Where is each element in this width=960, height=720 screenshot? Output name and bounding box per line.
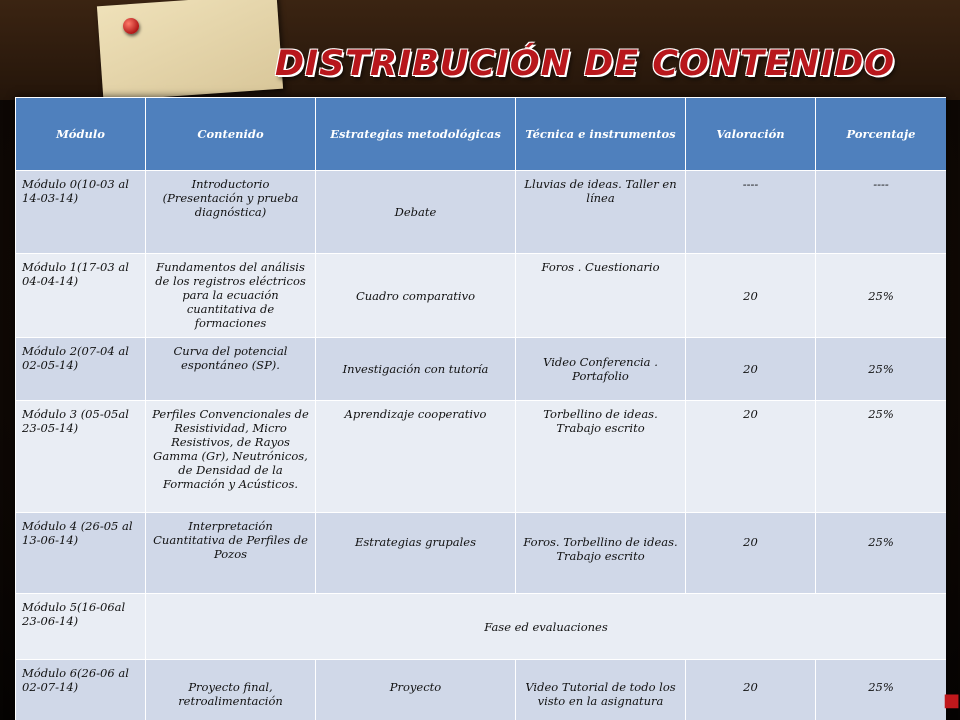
table-row bbox=[16, 338, 947, 401]
header-contenido: Contenido bbox=[146, 98, 316, 171]
cell-porcentaje: 25% bbox=[816, 660, 947, 720]
cell-contenido: Curva del potencial espontáneo (SP). bbox=[146, 338, 316, 401]
header-estrategias: Estrategias metodológicas bbox=[316, 98, 516, 171]
pushpin-icon bbox=[123, 18, 139, 34]
table-row bbox=[16, 171, 947, 254]
slide-corner-mark: ■ bbox=[943, 690, 960, 711]
cell-valoracion: 20 bbox=[686, 254, 816, 338]
cell-contenido: Interpretación Cuantitativa de Perfiles de Pozos bbox=[146, 513, 316, 594]
cell-porcentaje: 25% bbox=[816, 254, 947, 338]
table-row bbox=[16, 401, 947, 513]
cell-valoracion: ---- bbox=[686, 171, 816, 254]
pinned-note-decoration bbox=[97, 0, 283, 101]
cell-estrategia: Aprendizaje cooperativo bbox=[316, 401, 516, 513]
cell-porcentaje: ---- bbox=[816, 171, 947, 254]
cell-tecnica: Foros. Torbellino de ideas. Trabajo escrito bbox=[516, 513, 686, 594]
cell-tecnica: Torbellino de ideas. Trabajo escrito bbox=[516, 401, 686, 513]
cell-modulo: Módulo 3 (05-05al 23-05-14) bbox=[16, 401, 146, 513]
cell-modulo: Módulo 5(16-06al 23-06-14) bbox=[16, 594, 146, 660]
content-table-container bbox=[15, 97, 946, 720]
header-porcentaje: Porcentaje bbox=[816, 98, 947, 171]
header-valoracion: Valoración bbox=[686, 98, 816, 171]
cell-valoracion: 20 bbox=[686, 338, 816, 401]
cell-contenido: Proyecto final, retroalimentación bbox=[146, 660, 316, 720]
cell-modulo: Módulo 4 (26-05 al 13-06-14) bbox=[16, 513, 146, 594]
table-row bbox=[16, 594, 947, 660]
cell-contenido: Perfiles Convencionales de Resistividad, Micro Resistivos, de Rayos Gamma (Gr), Neutrónicos, de Densidad de la Formación y Acústicos. bbox=[146, 401, 316, 513]
cell-tecnica: Lluvias de ideas. Taller en línea bbox=[516, 171, 686, 254]
cell-modulo: Módulo 1(17-03 al 04-04-14) bbox=[16, 254, 146, 338]
cell-porcentaje: 25% bbox=[816, 338, 947, 401]
cell-estrategia: Estrategias grupales bbox=[316, 513, 516, 594]
cell-tecnica: Foros . Cuestionario bbox=[516, 254, 686, 338]
cell-valoracion: 20 bbox=[686, 660, 816, 720]
page-title: DISTRIBUCIÓN DE CONTENIDO bbox=[275, 44, 895, 84]
table-row bbox=[16, 660, 947, 720]
cell-estrategia: Cuadro comparativo bbox=[316, 254, 516, 338]
table-row bbox=[16, 254, 947, 338]
table-header-row bbox=[16, 98, 947, 171]
header-modulo: Módulo bbox=[16, 98, 146, 171]
cell-valoracion: 20 bbox=[686, 513, 816, 594]
content-distribution-table bbox=[15, 97, 946, 720]
cell-contenido: Fundamentos del análisis de los registros eléctricos para la ecuación cuantitativa de formaciones bbox=[146, 254, 316, 338]
cell-tecnica: Video Tutorial de todo los visto en la asignatura bbox=[516, 660, 686, 720]
cell-estrategia: Investigación con tutoría bbox=[316, 338, 516, 401]
cell-estrategia: Debate bbox=[316, 171, 516, 254]
cell-fase-evaluaciones: Fase ed evaluaciones bbox=[146, 594, 947, 660]
cell-modulo: Módulo 6(26-06 al 02-07-14) bbox=[16, 660, 146, 720]
cell-contenido: Introductorio (Presentación y prueba diagnóstica) bbox=[146, 171, 316, 254]
cell-tecnica: Video Conferencia . Portafolio bbox=[516, 338, 686, 401]
cell-estrategia: Proyecto bbox=[316, 660, 516, 720]
cell-porcentaje: 25% bbox=[816, 513, 947, 594]
header-tecnica: Técnica e instrumentos bbox=[516, 98, 686, 171]
table-row bbox=[16, 513, 947, 594]
cell-modulo: Módulo 2(07-04 al 02-05-14) bbox=[16, 338, 146, 401]
cell-porcentaje: 25% bbox=[816, 401, 947, 513]
cell-modulo: Módulo 0(10-03 al 14-03-14) bbox=[16, 171, 146, 254]
cell-valoracion: 20 bbox=[686, 401, 816, 513]
